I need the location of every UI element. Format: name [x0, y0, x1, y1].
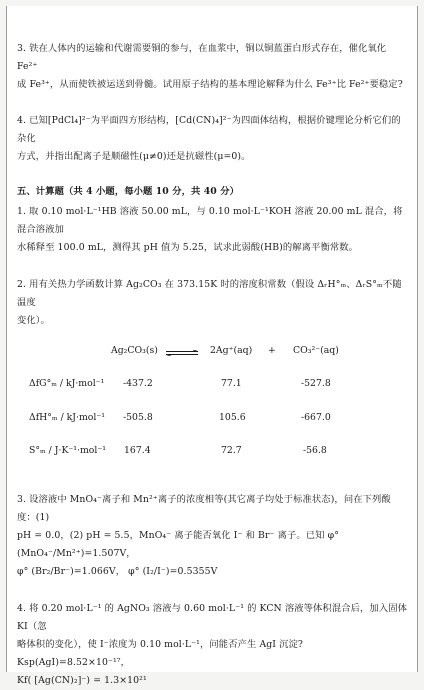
reaction-product-ag: 2Ag⁺(aq): [210, 345, 253, 356]
reaction-reactant: Ag₂CO₃(s): [111, 345, 158, 356]
row-label-enthalpy: ΔfH°ₘ / kJ·mol⁻¹: [29, 412, 105, 423]
c4-line2: 略体积的变化），使 I⁻浓度为 0.10 mol·L⁻¹，问能否产生 AgI 沉淀? Ksp(AgI)=8.52×10⁻¹⁷，: [17, 639, 304, 668]
cell-enthalpy-ag: 105.6: [219, 412, 246, 423]
calc-question-3: [17, 491, 409, 581]
equilibrium-arrow-icon: [165, 350, 199, 356]
cell-enthalpy-ag2co3: -505.8: [123, 412, 153, 423]
c3-line3: φ° (Br₂/Br⁻)=1.066V， φ° (I₂/I⁻)=0.5355V: [17, 566, 218, 577]
cell-entropy-ag2co3: 167.4: [124, 445, 151, 456]
row-label-entropy: S°ₘ / J·K⁻¹·mol⁻¹: [29, 445, 106, 456]
reaction-product-co3: CO₃²⁻(aq): [293, 345, 339, 356]
cell-gibbs-co3: -527.8: [301, 378, 331, 389]
c3-line1: 3. 设溶液中 MnO₄⁻离子和 Mn²⁺离子的浓度相等(其它离子均处于标准状态)，问在下列酸度：(1): [17, 494, 391, 523]
reaction-plus: +: [268, 345, 276, 356]
calc-question-1: [17, 203, 409, 257]
exam-page: [6, 6, 418, 686]
question-3-fe-stability: [17, 40, 409, 94]
cell-gibbs-ag2co3: -437.2: [123, 378, 153, 389]
cell-enthalpy-co3: -667.0: [301, 412, 331, 423]
cell-gibbs-ag: 77.1: [221, 378, 242, 389]
section-5-heading: 五、计算题（共 4 小题，每小题 10 分，共 40 分）: [17, 186, 240, 197]
calc-question-4: [17, 600, 409, 690]
q4-line2: 方式，并指出配离子是顺磁性(μ≠0)还是抗磁性(μ=0)。: [17, 151, 251, 162]
c2-line2: 变化）。: [17, 315, 50, 326]
c1-line1: 1. 取 0.10 mol·L⁻¹HB 溶液 50.00 mL，与 0.10 mol·L⁻¹KOH 溶液 20.00 mL 混合，将混合溶液加: [17, 206, 403, 235]
c4-line1: 4. 将 0.20 mol·L⁻¹ 的 AgNO₃ 溶液与 0.60 mol·L⁻¹ 的 KCN 溶液等体积混合后，加入固体 KI（忽: [17, 603, 408, 632]
row-label-gibbs: ΔfG°ₘ / kJ·mol⁻¹: [29, 378, 105, 389]
cell-entropy-co3: -56.8: [303, 445, 327, 456]
q3-line2: 成 Fe³⁺，从而使铁被运送到骨髓。试用原子结构的基本理论解释为什么 Fe³⁺比 Fe²⁺要稳定?: [17, 79, 403, 90]
q4-line1: 4. 已知[PdCl₄]²⁻为平面四方形结构，[Cd(CN)₄]²⁻为四面体结构，根据价键理论分析它们的杂化: [17, 115, 401, 144]
q3-line1: 3. 铁在人体内的运输和代谢需要铜的参与，在血浆中，铜以铜蓝蛋白形式存在，催化氧化 Fe²⁺: [17, 43, 387, 72]
c2-line1: 2. 用有关热力学函数计算 Ag₂CO₃ 在 373.15K 时的溶度积常数（假设 ΔᵣH°ₘ、ΔᵣS°ₘ不随温度: [17, 279, 402, 308]
question-4-complex-ions: [17, 112, 409, 166]
c4-line3: Kf( [Ag(CN)₂]⁻) = 1.3×10²¹: [17, 675, 147, 686]
cell-entropy-ag: 72.7: [221, 445, 242, 456]
c3-line2: pH = 0.0，(2) pH = 5.5，MnO₄⁻ 离子能否氧化 I⁻ 和 Br⁻ 离子。已知 φ° (MnO₄⁻/Mn²⁺)=1.507V，: [17, 530, 339, 559]
calc-question-2: [17, 276, 409, 330]
c1-line2: 水稀释至 100.0 mL，测得其 pH 值为 5.25，试求此弱酸(HB)的解离平衡常数。: [17, 242, 359, 253]
